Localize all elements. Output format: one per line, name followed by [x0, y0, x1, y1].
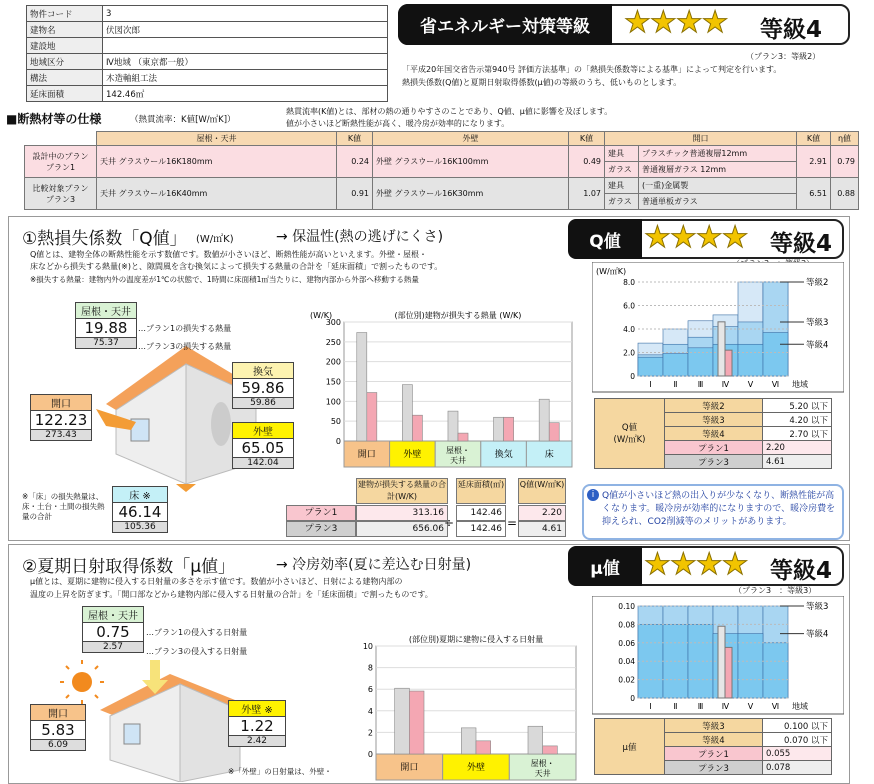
q-roof-plan1: 19.88 — [76, 319, 136, 338]
q-vent-plan1: 59.86 — [233, 379, 293, 398]
mu-grade: 等級4 — [770, 558, 833, 584]
info-value: Ⅳ地域 （東京都一般） — [103, 54, 388, 70]
bar-plan1 — [725, 647, 732, 698]
plan3-glass: 普通単板ガラス — [639, 194, 797, 210]
x-axis-label: 地域 — [792, 380, 808, 389]
y-tick-label: 10 — [362, 642, 373, 651]
q-desc-2: 床などから損失する熱量(※)と、隙間風を含む換気によって損失する熱量の合計を「延床面積」で割ったものです。 — [30, 262, 443, 271]
mu-wall-plan1: 1.22 — [229, 717, 285, 736]
q-sum-h2: 延床面積(㎡) — [456, 478, 506, 504]
x-tick-label: 外壁 — [466, 763, 486, 773]
q-open-plan1: 122.23 — [31, 411, 91, 430]
q-wall-plan3: 142.04 — [233, 458, 293, 468]
info-row — [27, 86, 388, 102]
grade-line-label: 等級3 — [806, 602, 829, 612]
chart-title: (部位別)夏期に建物に侵入する日射量 — [408, 635, 544, 644]
spec-note-1: 熱貫流率(K値)とは、部材の熱の通りやすさのことであり、Q値、μ値に影響を及ぼします。 — [286, 107, 613, 116]
q-loss-chart — [308, 300, 578, 470]
plan1-wall: 外壁 グラスウール16K100mm — [373, 146, 569, 178]
x-tick-label: 開口 — [357, 450, 376, 460]
y-tick-label: 0.08 — [618, 620, 635, 630]
mu-desc-1: μ値とは、夏期に建物に侵入する日射量の多さを示す値です。数値が小さいほど、日射による建物内部の — [30, 577, 403, 586]
info-row — [27, 6, 388, 22]
y-tick-label: 0 — [630, 372, 635, 381]
info-label: 構法 — [27, 70, 103, 86]
mu-desc-2: 温度の上昇を防ぎます。「開口部などから建物内部に侵入する日射量の合計」を「延床面積」で割ったものです。 — [30, 590, 433, 599]
plan3-roof-k: 0.91 — [337, 178, 373, 210]
bar-plan1 — [549, 423, 559, 441]
y-tick-label: 0.06 — [618, 638, 635, 648]
q-sum-plan1-total: 313.16 — [356, 505, 448, 521]
plan1-fitting: プラスチック普通複層12mm — [639, 146, 797, 162]
y-tick-label: 200 — [325, 357, 341, 367]
spec-note-2: 値が小さいほど断熱性能が高く、暖冷房が効率的になります。 — [286, 119, 510, 128]
q-badge: Q値 — [568, 219, 642, 259]
q-vent-box: 換気 59.86 59.86 — [232, 362, 294, 409]
grade-area — [738, 344, 763, 376]
info-row — [27, 38, 388, 54]
plan1-wall-k: 0.49 — [569, 146, 605, 178]
x-tick-label: Ⅲ — [697, 380, 704, 389]
mu-title: ②夏期日射取得係数「μ値」 — [22, 557, 236, 577]
q-legend-plan1: …プラン1の損失する熱量 — [138, 324, 232, 333]
banner-plan-note: （プラン3：等級2） — [746, 52, 821, 61]
y-tick-label: 0.10 — [618, 602, 635, 611]
mu-open-plan3: 6.09 — [31, 740, 85, 750]
q-sum-plan3-total: 656.06 — [356, 521, 448, 537]
x-tick-label: 屋根・ — [446, 446, 470, 455]
info-value: 伏図次郎 — [103, 22, 388, 38]
mu-badge: μ値 — [568, 546, 642, 586]
y-tick-label: 8 — [367, 663, 373, 673]
chart-title: (部位別)建物が損失する熱量 (W/K) — [394, 311, 522, 320]
q-grade: 等級4 — [770, 231, 833, 257]
q-tip-box — [582, 484, 844, 540]
bar-plan3 — [528, 726, 543, 754]
banner-desc-2: 熱損失係数(Q値)と夏期日射取得係数(μ値)の等級のうち、低いものとします。 — [402, 78, 682, 87]
plan3-eta: 0.88 — [831, 178, 859, 210]
grade-area — [663, 354, 688, 376]
x-tick-label: Ⅴ — [747, 702, 754, 711]
y-tick-label: 4.0 — [623, 325, 635, 334]
q-legend-plan3: …プラン3の損失する熱量 — [138, 342, 232, 351]
bar-plan1 — [504, 417, 514, 441]
q-stars-icon: ★★★★ — [644, 220, 748, 255]
grade-line-label: 等級3 — [806, 317, 829, 328]
plan3-wall: 外壁 グラスウール16K30mm — [373, 178, 569, 210]
q-desc-3: ※損失する熱量：建物内外の温度差が1℃の状態で、1時間に床面積1㎡当たりに、建物内部から外部へ移動する熱量 — [30, 275, 419, 284]
x-tick-label: Ⅲ — [697, 702, 704, 711]
x-tick-label: 換気 — [494, 450, 513, 460]
grade-line-label: 等級4 — [806, 629, 829, 640]
mu-open-plan1: 5.83 — [31, 721, 85, 740]
x-tick-label: 床 — [544, 450, 554, 460]
q-sum-plan3-area: 142.46 — [456, 521, 506, 537]
bar-plan3 — [461, 728, 476, 754]
banner-title: 省エネルギー対策等級 — [398, 4, 612, 45]
mu-grade-banner — [568, 546, 844, 586]
bar-plan3 — [402, 385, 412, 441]
q-wall-box: 外壁 65.05 142.04 — [232, 422, 294, 469]
q-tip-text: Q値が小さいほど熱の出入りが少なくなり、断熱性能が高くなります。暖冷房が効率的になりますので、暖冷房費を抑えられ、CO2削減等のメリットがあります。 — [602, 491, 836, 527]
mu-region-chart — [592, 596, 844, 716]
plan1-fitting-label: 建具 — [605, 146, 639, 162]
equals-icon: = — [507, 516, 518, 530]
plan1-glass-label: ガラス — [605, 162, 639, 178]
info-value: 木造軸組工法 — [103, 70, 388, 86]
info-label: 物件コード — [27, 6, 103, 22]
banner-desc-1: 「平成20年国交省告示第940号 評価方法基準」の「熱損失係数等による基準」によって判定を行います。 — [402, 65, 782, 74]
divide-icon: ÷ — [444, 516, 455, 530]
col-opening-k: K値 — [797, 132, 831, 146]
grade-line-label: 等級4 — [806, 340, 829, 351]
banner-grade: 等級4 — [760, 17, 823, 43]
q-grade-label: Q値 (W/㎡K) — [595, 399, 665, 469]
q-sum-h1: 建物が損失する熱量の合計(W/K) — [356, 478, 448, 504]
info-row — [27, 70, 388, 86]
y-tick-label: 0.02 — [618, 675, 635, 685]
y-tick-label: 2.0 — [623, 348, 635, 358]
x-tick-label: Ⅰ — [649, 702, 652, 711]
bar-plan3 — [448, 411, 458, 441]
y-tick-label: 0 — [630, 694, 635, 703]
x-tick-label: Ⅰ — [649, 380, 652, 389]
y-tick-label: 6.0 — [623, 301, 635, 311]
mu-stars-icon: ★★★★ — [644, 547, 748, 582]
mu-roof-plan1: 0.75 — [83, 623, 143, 642]
info-label: 地域区分 — [27, 54, 103, 70]
q-sum-table — [286, 476, 576, 538]
grade-line-label: 等級2 — [806, 278, 829, 288]
mu-solar-chart — [356, 628, 582, 782]
info-row — [27, 54, 388, 70]
x-tick-label: 天井 — [450, 456, 466, 465]
q-region-chart — [592, 262, 844, 396]
grade-area — [763, 643, 788, 698]
q-unit: (W/㎡K) — [196, 234, 234, 245]
bar-plan1 — [476, 741, 491, 754]
plan1-glass: 普通複層ガラス 12mm — [639, 162, 797, 178]
info-value — [103, 38, 388, 54]
y-tick-label: 250 — [325, 337, 341, 347]
col-opening: 開口 — [605, 132, 797, 146]
plan1-opening-k: 2.91 — [797, 146, 831, 178]
plan3-opening-k: 6.51 — [797, 178, 831, 210]
plan1-roof-k: 0.24 — [337, 146, 373, 178]
x-tick-label: Ⅵ — [771, 380, 780, 389]
y-tick-label: 50 — [330, 417, 341, 427]
mu-legend-plan3: …プラン3の侵入する日射量 — [146, 647, 248, 656]
plan3-fitting: (一重)金属製 — [639, 178, 797, 194]
q-sum-plan1-area: 142.46 — [456, 505, 506, 521]
q-open-box: 開口 122.23 273.43 — [30, 394, 92, 441]
mu-plan-note: （プラン3 ：等級3） — [734, 586, 817, 595]
mu-arrow-text: → 冷房効率(夏に差込む日射量) — [276, 557, 472, 573]
q-sum-h3: Q値(W/㎡K) — [518, 478, 566, 504]
house-illustration — [76, 334, 306, 494]
x-tick-label: 屋根・ — [530, 759, 555, 768]
info-value: 3 — [103, 6, 388, 22]
y-tick-label: 0.04 — [618, 657, 635, 667]
q-sum-plan3: プラン3 — [286, 521, 356, 537]
y-tick-label: 300 — [325, 318, 341, 327]
bar-plan3 — [718, 322, 725, 376]
info-icon: i — [587, 489, 599, 501]
mu-open-box: 開口 5.83 6.09 — [30, 704, 86, 751]
q-sum-plan1: プラン1 — [286, 505, 356, 521]
plan3-glass-label: ガラス — [605, 194, 639, 210]
grade-stars-icon: ★★★★ — [624, 5, 728, 40]
col-roof: 屋根・天井 — [97, 132, 337, 146]
y-tick-label: 0 — [367, 750, 373, 759]
x-tick-label: 天井 — [534, 769, 551, 778]
plan3-roof: 天井 グラスウール16K40mm — [97, 178, 337, 210]
q-desc-1: Q値とは、建物全体の断熱性能を示す数値です。数値が小さいほど、断熱性能が高いといえます。外壁・屋根・ — [30, 250, 428, 259]
y-tick-label: 8.0 — [623, 278, 635, 287]
mu-wall-note: ※「外壁」の日射量は、外壁・ — [228, 767, 332, 776]
mu-wall-box: 外壁 ※ 1.22 2.42 — [228, 700, 286, 747]
spec-heading: ■断熱材等の仕様 — [6, 112, 102, 126]
x-tick-label: Ⅴ — [747, 380, 754, 389]
info-value: 142.46㎡ — [103, 86, 388, 102]
q-sum-plan1-val: 2.20 — [518, 505, 566, 521]
bar-plan3 — [718, 626, 725, 698]
bar-plan3 — [494, 417, 504, 441]
plan3-wall-k: 1.07 — [569, 178, 605, 210]
q-roof-box: 屋根・天井 19.88 75.37 — [75, 302, 137, 349]
y-tick-label: 2 — [367, 728, 373, 738]
bar-plan1 — [409, 691, 424, 754]
x-tick-label: 開口 — [400, 763, 419, 773]
col-roof-k: K値 — [337, 132, 373, 146]
col-wall: 外壁 — [373, 132, 569, 146]
q-grade-banner — [568, 219, 844, 259]
q-floor-plan1: 46.14 — [113, 503, 167, 522]
mu-roof-plan3: 2.57 — [83, 642, 143, 652]
plan1-label: 設計中のプラン プラン1 — [25, 146, 97, 178]
spec-subheading: （熱貫流率：K値[W/㎡K]） — [130, 115, 236, 125]
x-tick-label: Ⅵ — [771, 702, 780, 711]
energy-grade-banner — [398, 4, 850, 45]
x-tick-label: Ⅱ — [673, 380, 678, 389]
q-title: ①熱損失係数「Q値」 — [22, 229, 187, 249]
mu-grade-label: μ値 — [595, 719, 665, 775]
q-floor-box: 床 ※ 46.14 105.36 — [112, 486, 168, 533]
info-label: 建物名 — [27, 22, 103, 38]
y-tick-label: 4 — [367, 706, 373, 716]
plan3-label: 比較対象プラン プラン3 — [25, 178, 97, 210]
x-tick-label: Ⅱ — [673, 702, 678, 711]
q-floor-note: ※「床」の損失熱量は、床・土台・土間の損失熱量の合計 — [22, 492, 105, 521]
plan1-eta: 0.79 — [831, 146, 859, 178]
y-tick-label: 6 — [367, 685, 373, 695]
bar-plan3 — [357, 333, 367, 441]
plan1-roof: 天井 グラスウール16K180mm — [97, 146, 337, 178]
insulation-spec-table — [24, 131, 859, 210]
plan3-fitting-label: 建具 — [605, 178, 639, 194]
mu-grade-table: μ値 等級3 0.100 以下 等級4 0.070 以下 プラン1 0.055 プラン3 0.078 — [594, 718, 832, 775]
q-roof-plan3: 75.37 — [76, 338, 136, 348]
x-tick-label: Ⅳ — [721, 380, 730, 389]
bar-plan3 — [539, 399, 549, 441]
mu-legend-plan1: …プラン1の侵入する日射量 — [146, 628, 248, 637]
col-wall-k: K値 — [569, 132, 605, 146]
info-row — [27, 22, 388, 38]
y-tick-label: 150 — [325, 377, 341, 387]
bar-plan1 — [543, 746, 558, 754]
y-axis-label: (W/K) — [310, 311, 333, 320]
bar-plan1 — [412, 415, 422, 441]
y-axis-label: (W/㎡K) — [596, 267, 627, 276]
y-tick-label: 0 — [335, 437, 341, 446]
col-eta: η値 — [831, 132, 859, 146]
q-open-plan3: 273.43 — [31, 430, 91, 440]
mu-roof-box: 屋根・天井 0.75 2.57 — [82, 606, 144, 653]
property-info-table — [26, 5, 388, 102]
q-vent-plan3: 59.86 — [233, 398, 293, 408]
q-floor-plan3: 105.36 — [113, 522, 167, 532]
info-label: 建設地 — [27, 38, 103, 54]
bar-plan1 — [367, 393, 377, 441]
q-grade-table: Q値 (W/㎡K) 等級2 5.20 以下 等級3 4.20 以下 等級4 2.70 以下 プラン1 2.20 プラン3 4.61 — [594, 398, 832, 469]
bar-plan3 — [395, 688, 410, 754]
q-sum-plan3-val: 4.61 — [518, 521, 566, 537]
bar-plan1 — [458, 433, 468, 441]
x-axis-label: 地域 — [792, 702, 808, 711]
grade-area — [763, 333, 788, 376]
q-arrow-text: → 保温性(熱の逃げにくさ) — [276, 229, 444, 245]
x-tick-label: 外壁 — [403, 450, 422, 460]
grade-area — [638, 357, 663, 376]
bar-plan1 — [725, 350, 732, 376]
mu-wall-plan3: 2.42 — [229, 736, 285, 746]
info-label: 延床面積 — [27, 86, 103, 102]
y-tick-label: 100 — [325, 397, 341, 407]
q-wall-plan1: 65.05 — [233, 439, 293, 458]
x-tick-label: Ⅳ — [721, 702, 730, 711]
